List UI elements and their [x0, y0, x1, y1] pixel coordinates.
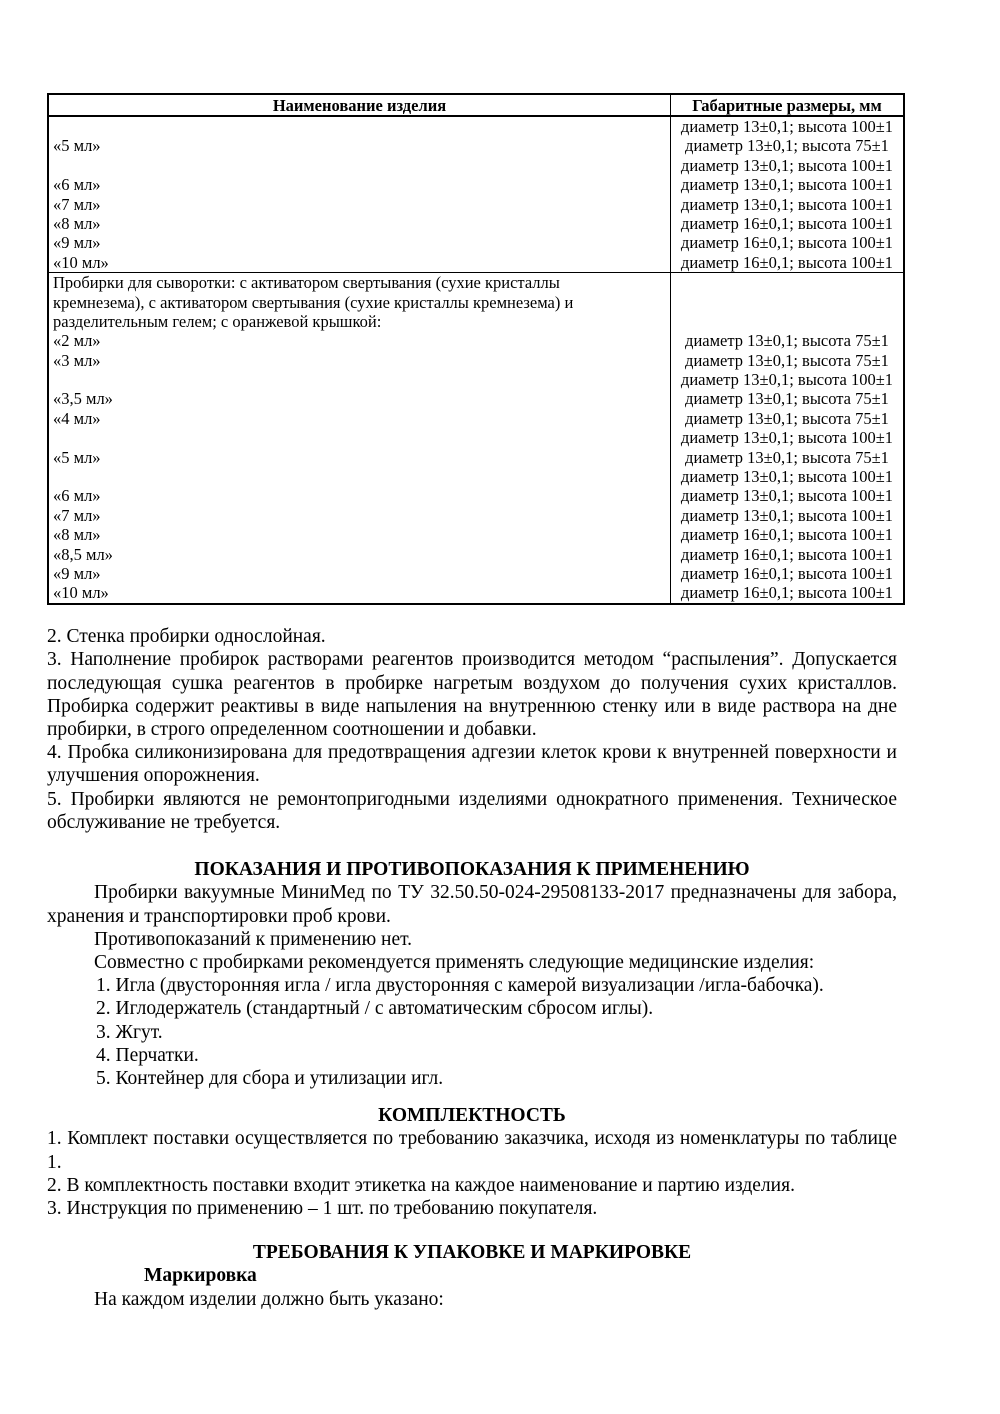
list-item: 5. Контейнер для сбора и утилизации игл.	[96, 1067, 444, 1089]
list-item: 4. Перчатки.	[96, 1044, 199, 1066]
dimensions-cell: диаметр 13±0,1; высота 100±1	[670, 117, 903, 136]
dimensions-cell: диаметр 13±0,1; высота 100±1	[670, 175, 903, 194]
table-row	[49, 428, 903, 447]
recommended-devices-list	[47, 974, 897, 1090]
dimensions-cell: диаметр 13±0,1; высота 100±1	[670, 156, 903, 175]
paragraph-delivery-set: 1. Комплект поставки осуществляется по требованию заказчика, исходя из номенклатуры по таблице 1.	[47, 1128, 897, 1173]
paragraph-marking-intro: На каждом изделии должно быть указано:	[94, 1288, 444, 1310]
dimensions-cell: диаметр 13±0,1; высота 100±1	[670, 195, 903, 214]
dimensions-cell: диаметр 16±0,1; высота 100±1	[670, 545, 903, 564]
table-row	[49, 156, 903, 175]
dimensions-cell	[670, 273, 903, 292]
list-item: 3. Жгут.	[96, 1021, 163, 1043]
paragraph-recommended: Совместно с пробирками рекомендуется применять следующие медицинские изделия:	[94, 951, 815, 973]
product-name-cell: «10 мл»	[53, 583, 109, 603]
subsection-title-marking: Маркировка	[144, 1265, 257, 1287]
table-row	[49, 370, 903, 389]
product-name-cell	[49, 370, 670, 389]
product-name-cell: «6 мл»	[53, 175, 101, 195]
table-row	[49, 117, 903, 136]
product-name-cell: Пробирки для сыворотки: с активатором свертывания (сухие кристаллы	[53, 273, 560, 293]
dimensions-cell: диаметр 16±0,1; высота 100±1	[670, 214, 903, 233]
product-name-cell: «7 мл»	[53, 505, 101, 525]
product-name-cell	[49, 428, 670, 447]
paragraph-wall: 2. Стенка пробирки однослойная.	[47, 626, 326, 648]
dimensions-cell	[670, 312, 903, 331]
section-title-completeness: КОМПЛЕКТНОСТЬ	[378, 1105, 566, 1127]
product-name-cell: «3 мл»	[53, 350, 101, 370]
product-name-cell: «8,5 мл»	[53, 544, 113, 564]
dimensions-cell: диаметр 13±0,1; высота 75±1	[670, 331, 903, 350]
table-row	[49, 312, 903, 331]
dimensions-cell: диаметр 16±0,1; высота 100±1	[670, 233, 903, 252]
dimensions-cell: диаметр 13±0,1; высота 75±1	[670, 409, 903, 428]
product-name-cell: «6 мл»	[53, 486, 101, 506]
dimensions-cell: диаметр 13±0,1; высота 100±1	[670, 428, 903, 447]
table-row	[49, 233, 903, 252]
paragraph-label: 2. В комплектность поставки входит этикетка на каждое наименование и партию изделия.	[47, 1174, 795, 1196]
document-content	[47, 93, 905, 1311]
table-header-product-name: Наименование изделия	[272, 96, 447, 115]
dimensions-cell: диаметр 13±0,1; высота 100±1	[670, 467, 903, 486]
product-name-cell	[49, 156, 670, 175]
table-row	[49, 389, 903, 408]
product-name-cell: «9 мл»	[53, 563, 101, 583]
paragraph-disposable: 5. Пробирки являются не ремонтопригодными изделиями однократного применения. Техническое обслуживание не требуется.	[47, 788, 897, 833]
dimensions-cell: диаметр 13±0,1; высота 75±1	[670, 351, 903, 370]
table-row	[49, 195, 903, 214]
table-row	[49, 525, 903, 544]
product-name-cell: «5 мл»	[53, 447, 101, 467]
table-row	[49, 545, 903, 564]
dimensions-cell: диаметр 13±0,1; высота 75±1	[670, 136, 903, 155]
table-row	[49, 486, 903, 505]
table-row	[49, 506, 903, 525]
table-block-continuation	[49, 117, 903, 272]
dimensions-cell: диаметр 16±0,1; высота 100±1	[670, 525, 903, 544]
product-name-cell: кремнезема), с активатором свертывания (сухие кристаллы кремнезема) и	[53, 292, 574, 312]
product-name-cell: «7 мл»	[53, 194, 101, 214]
paragraph-purpose: Пробирки вакуумные МиниМед по ТУ 32.50.50-024-29508133-2017 предназначены для забора, хранения и транспортировки проб крови.	[47, 882, 897, 927]
table-row	[49, 351, 903, 370]
product-name-cell: «5 мл»	[53, 136, 101, 156]
table-row	[49, 214, 903, 233]
product-dimensions-table	[47, 93, 905, 605]
dimensions-cell: диаметр 13±0,1; высота 75±1	[670, 448, 903, 467]
product-name-cell	[49, 117, 670, 136]
table-row	[49, 564, 903, 583]
dimensions-cell: диаметр 16±0,1; высота 100±1	[670, 564, 903, 583]
dimensions-cell: диаметр 13±0,1; высота 100±1	[670, 370, 903, 389]
product-name-cell: «8 мл»	[53, 213, 101, 233]
table-row	[49, 136, 903, 155]
table-row	[49, 448, 903, 467]
paragraph-instruction: 3. Инструкция по применению – 1 шт. по требованию покупателя.	[47, 1197, 598, 1219]
section-title-packaging: ТРЕБОВАНИЯ К УПАКОВКЕ И МАРКИРОВКЕ	[252, 1242, 692, 1264]
dimensions-cell: диаметр 16±0,1; высота 100±1	[670, 583, 903, 602]
dimensions-cell	[670, 293, 903, 312]
product-name-cell: разделительным гелем; с оранжевой крышкой:	[53, 311, 382, 331]
dimensions-cell: диаметр 13±0,1; высота 100±1	[670, 486, 903, 505]
product-name-cell: «2 мл»	[53, 331, 101, 351]
product-name-cell: «10 мл»	[53, 252, 109, 272]
table-row	[49, 583, 903, 602]
table-header-dimensions: Габаритные размеры, мм	[670, 95, 903, 115]
product-name-cell: «9 мл»	[53, 233, 101, 253]
table-row	[49, 253, 903, 272]
paragraph-contraindications: Противопоказаний к применению нет.	[94, 928, 413, 950]
paragraph-filling: 3. Наполнение пробирок растворами реагентов производится методом “распыления”. Допускается последующая сушка реагентов в пробирке нагретым воздухом до получения сухих кристаллов. Пробирка содержит реактивы в виде напыления на внутреннюю стенку или в виде раствора на дне пробирки, в строго определенном соотношении и добавки.	[47, 649, 897, 741]
table-row	[49, 331, 903, 350]
product-name-cell: «8 мл»	[53, 525, 101, 545]
section-title-indications: ПОКАЗАНИЯ И ПРОТИВОПОКАЗАНИЯ К ПРИМЕНЕНИЮ	[194, 859, 750, 881]
list-item: 1. Игла (двусторонняя игла / игла двусторонняя с камерой визуализации /игла-бабочка).	[96, 975, 824, 997]
dimensions-cell: диаметр 16±0,1; высота 100±1	[670, 253, 903, 272]
product-name-cell: «4 мл»	[53, 408, 101, 428]
dimensions-cell: диаметр 13±0,1; высота 75±1	[670, 389, 903, 408]
table-header-row	[49, 95, 903, 117]
table-row	[49, 273, 903, 292]
dimensions-cell: диаметр 13±0,1; высота 100±1	[670, 506, 903, 525]
table-row	[49, 467, 903, 486]
list-item: 2. Иглодержатель (стандартный / с автоматическим сбросом иглы).	[96, 998, 654, 1020]
paragraph-stopper: 4. Пробка силиконизирована для предотвращения адгезии клеток крови к внутренней поверхности и улучшения опорожнения.	[47, 742, 897, 787]
product-name-cell: «3,5 мл»	[53, 389, 113, 409]
table-row	[49, 175, 903, 194]
table-block-serum-tubes	[49, 272, 903, 603]
product-name-cell	[49, 467, 670, 486]
table-row	[49, 293, 903, 312]
table-row	[49, 409, 903, 428]
